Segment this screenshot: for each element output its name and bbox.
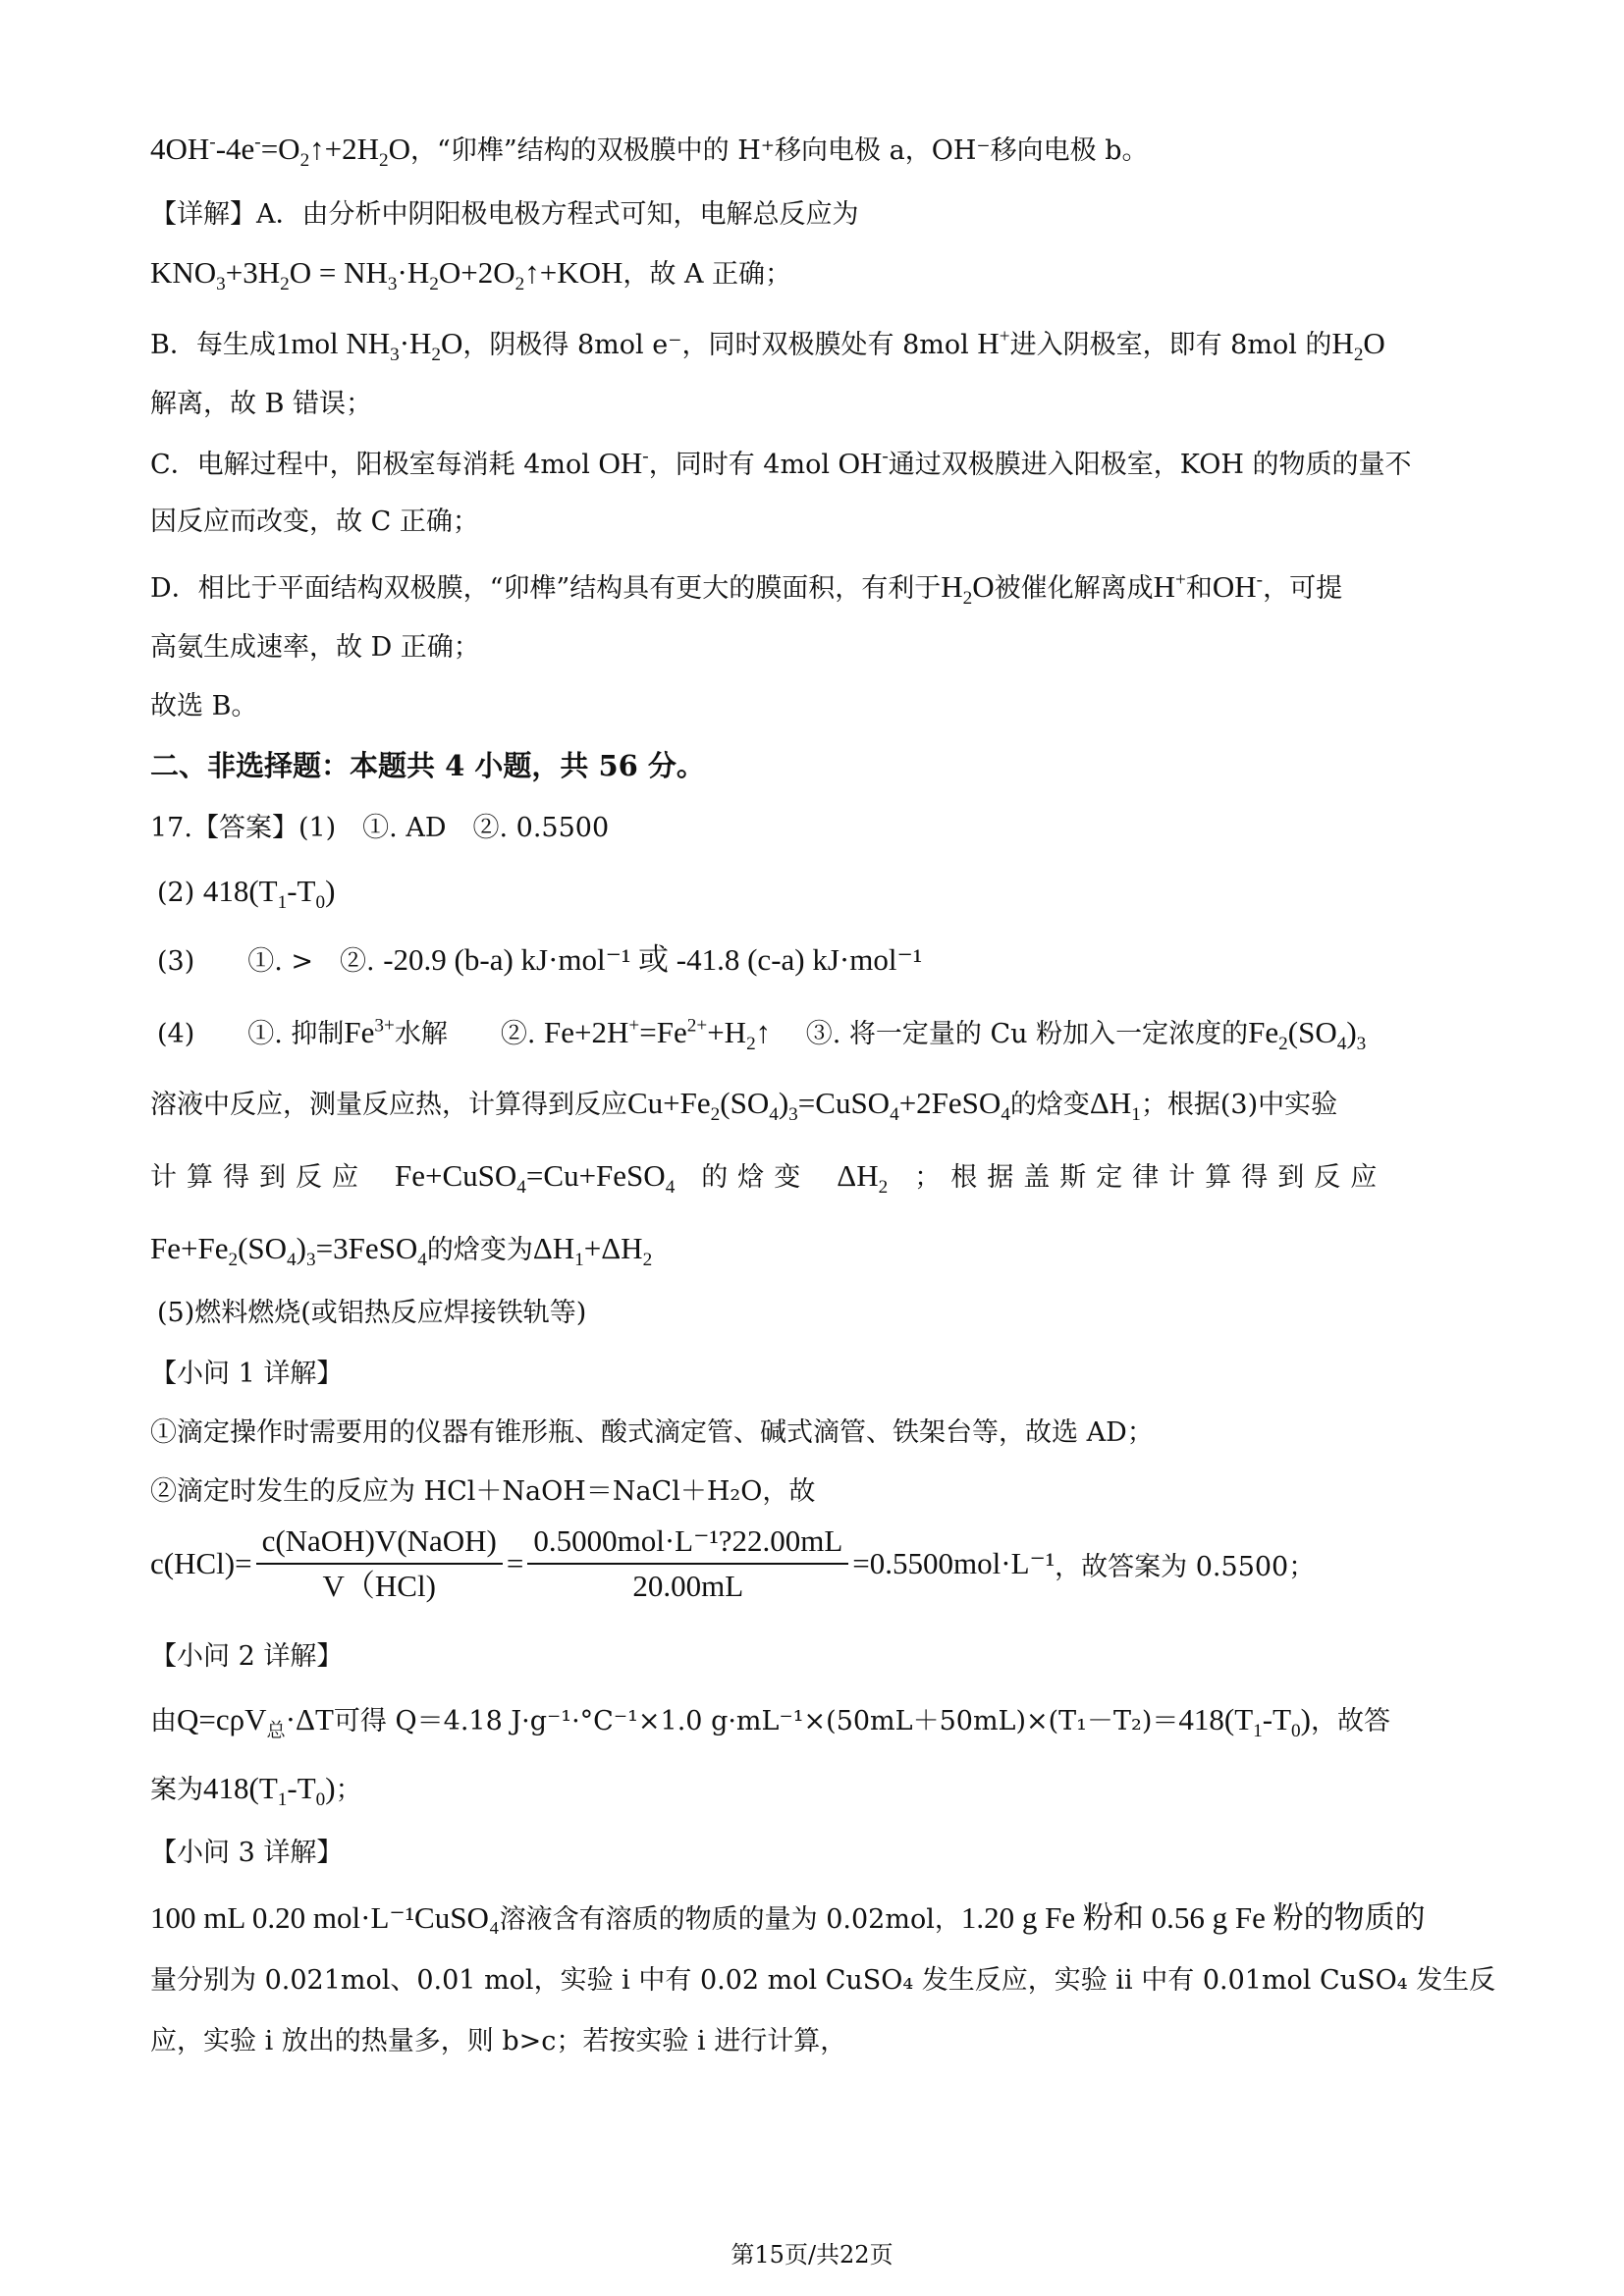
- subquestion-1-text1: ①滴定操作时需要用的仪器有锥形瓶、酸式滴定管、碱式滴管、铁架台等，故选 AD；: [150, 1417, 1154, 1448]
- detail-intro: 【详解】A．由分析中阴阳极电极方程式可知，电解总反应为: [150, 199, 859, 230]
- answer-17-part3: (3) ①. > ②. -20.9 (b-a) kJ·mol⁻¹ 或 -41.8 (c-a) kJ·mol⁻¹: [157, 942, 923, 977]
- answer-17-part4-line1: (4) ①. 抑制$Fe^{3+}$水解 ②. $Fe+2H^+=Fe^{2+}+H_2↑$ ③. 将一定量的 Cu 粉加入一定浓度的$Fe_2(SO_4)_3$: [157, 1015, 1367, 1055]
- subquestion-3-heading: 【小问 3 详解】: [150, 1838, 344, 1868]
- answer-17-part1: 17.【答案】(1) ①. AD ②. 0.5500: [150, 813, 610, 843]
- option-d-line1: D．相比于平面结构双极膜，“卯榫”结构具有更大的膜面积，有利于$H_2O$被催化解离成H+和OH-，可提: [150, 569, 1343, 610]
- line-anode-reaction: $4OH^--4e^-=O_2↑+2H_2O$，“卯榫”结构的双极膜中的 H⁺移向电极 a，OH⁻移向电极 b。: [150, 132, 1149, 172]
- page-footer: 第15页/共22页: [731, 2241, 893, 2269]
- hcl-concentration-equation: c(HCl)= $\frac{\text{c(NaOH)V(NaOH)}}{\text{V（HCl)}}$ = $\frac{\text{0.5000mol·L⁻¹?22.00mL}}{20.00mL}$ =0.5500mol·L⁻¹ ，故答案为 0.5500；: [150, 1522, 1315, 1606]
- subquestion-1-text2: ②滴定时发生的反应为 HCl＋NaOH＝NaCl＋H₂O，故: [150, 1476, 816, 1507]
- conclusion: 故选 B。: [150, 691, 258, 721]
- answer-17-part4-line4: $Fe+Fe_2(SO_4)_3=3FeSO_4$的焓变为$\Delta H_1+\Delta H_2$: [150, 1231, 653, 1271]
- option-c-line2: 因反应而改变，故 C 正确；: [150, 507, 479, 537]
- formula-total: $KNO_3+3H_2O$ = $NH_3\cdot H_2O+2O_2↑+KOH$: [150, 255, 623, 295]
- fraction-2: $\frac{\text{0.5000mol·L⁻¹?22.00mL}}{20.00mL}$: [527, 1522, 848, 1606]
- subquestion-3-text3: 应，实验 i 放出的热量多，则 b>c；若按实验 i 进行计算，: [150, 2026, 847, 2056]
- option-b-line1: B．每生成1mol $NH_3\cdot H_2O$，阴极得 8mol e⁻，同时双极膜处有 8mol H+进入阴极室，即有 8mol 的$H_2O$: [150, 326, 1385, 366]
- answer-17-part5: (5)燃料燃烧(或铝热反应焊接铁轨等): [157, 1298, 587, 1328]
- subquestion-2-heading: 【小问 2 详解】: [150, 1641, 344, 1672]
- formula-anode: $4OH^--4e^-=O_2↑+2H_2O$: [150, 132, 411, 172]
- option-d-line2: 高氨生成速率，故 D 正确；: [150, 632, 480, 663]
- line-total-reaction: $KNO_3+3H_2O$ = $NH_3\cdot H_2O+2O_2↑+KOH$，故 A 正确；: [150, 255, 792, 295]
- option-b-line2: 解离，故 B 错误；: [150, 389, 373, 419]
- option-c-line1: C．电解过程中，阳极室每消耗 4mol OH-，同时有 4mol OH-通过双极膜进入阳极室，KOH 的物质的量不: [150, 446, 1412, 480]
- subquestion-3-text1: 100 mL 0.20 mol·L⁻¹CuSO₄溶液含有溶质的物质的量为 0.02mol，1.20 g Fe 粉和 0.56 g Fe 粉的物质的: [150, 1900, 1426, 1935]
- subquestion-3-text2: 量分别为 0.021mol、0.01 mol，实验 i 中有 0.02 mol CuSO₄ 发生反应，实验 ii 中有 0.01mol CuSO₄ 发生反: [150, 1965, 1496, 1996]
- section-heading: 二、非选择题：本题共 4 小题，共 56 分。: [150, 749, 705, 782]
- subquestion-2-text2: 案为$418(T_1-T_0)$；: [150, 1771, 362, 1811]
- fraction-1: $\frac{\text{c(NaOH)V(NaOH)}}{\text{V（HCl)}}$: [256, 1522, 503, 1606]
- subquestion-1-heading: 【小问 1 详解】: [150, 1359, 344, 1389]
- answer-17-part4-line3: 计算得到反应 Fe+CuSO$_4$=Cu+FeSO$_4$ 的焓变 $\Delta H_2$ ；根据盖斯定律计算得到反应: [150, 1158, 1387, 1199]
- answer-17-part4-line2: 溶液中反应，测量反应热，计算得到反应$Cu+Fe_2(SO_4)_3=CuSO_4+2FeSO_4$的焓变$\Delta H_1$；根据(3)中实验: [150, 1086, 1338, 1126]
- subquestion-2-text1: 由Q=cρV$_总$·ΔT可得 Q＝4.18 J·g⁻¹·°C⁻¹×1.0 $g\cdot mL^{-1}\times(50mL+50mL)\times(T_1-T_2)=418(T_1-T_0)$，故答: [150, 1702, 1390, 1742]
- answer-17-part2: (2) $418(T_1-T_0)$: [157, 874, 336, 914]
